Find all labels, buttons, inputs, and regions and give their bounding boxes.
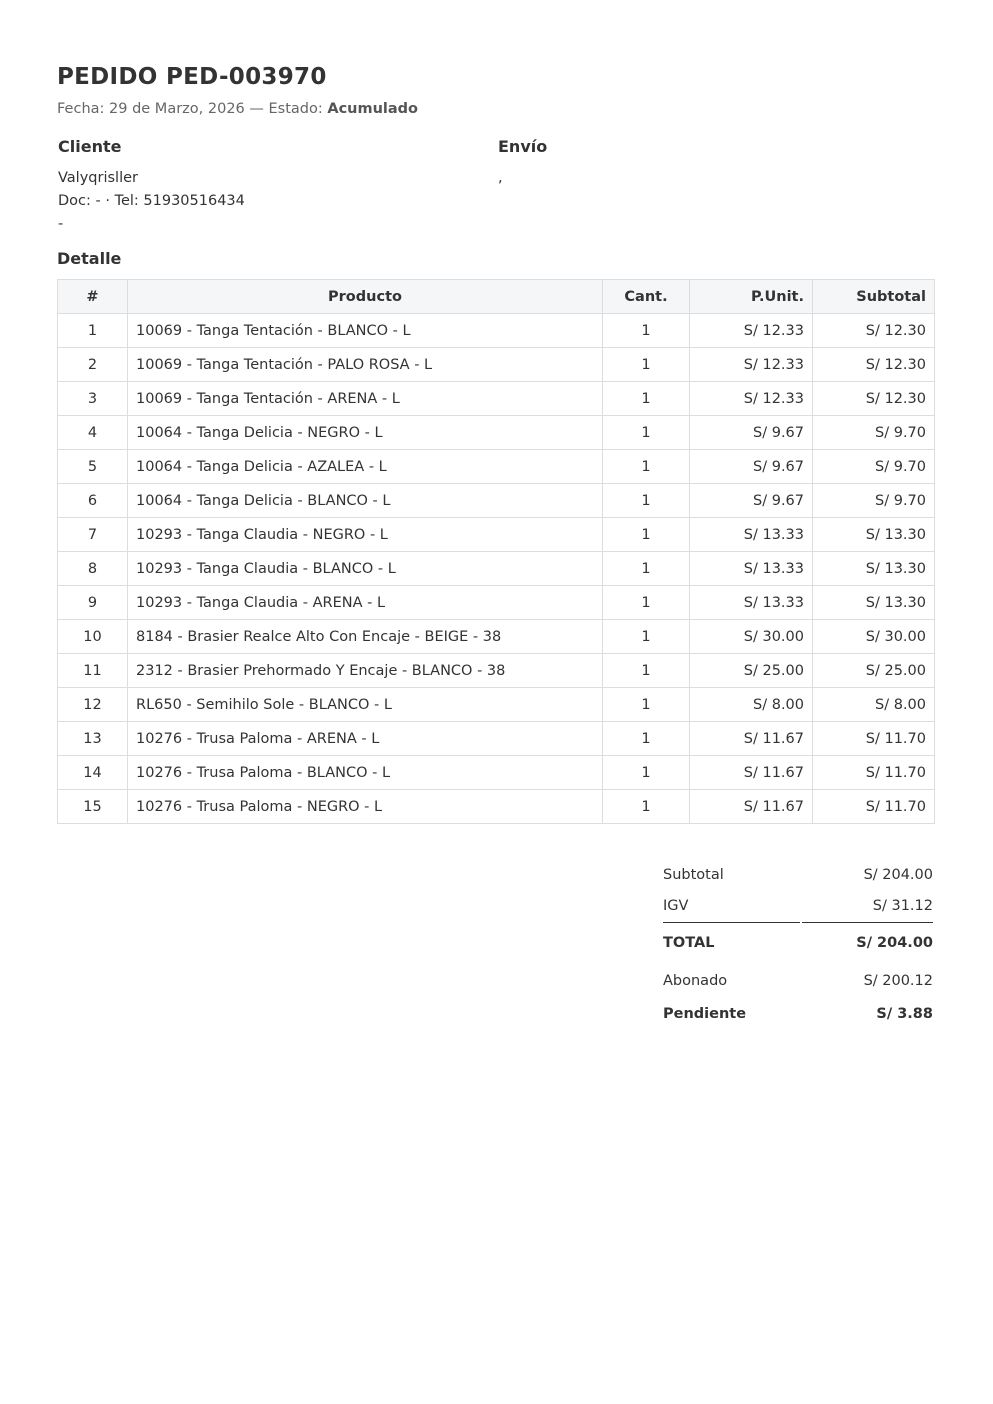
pending-row — [663, 999, 933, 1030]
cell-number: 6 — [58, 484, 128, 518]
cell-quantity: 1 — [603, 688, 690, 722]
cell-quantity: 1 — [603, 586, 690, 620]
total-label: TOTAL — [663, 935, 715, 951]
client-block — [58, 136, 478, 236]
detail-heading: Detalle — [57, 249, 122, 268]
cell-quantity: 1 — [603, 484, 690, 518]
cell-quantity: 1 — [603, 348, 690, 382]
paid-value: S/ 200.12 — [863, 973, 933, 989]
cell-number: 2 — [58, 348, 128, 382]
subtotal-label: Subtotal — [663, 867, 724, 883]
cell-number: 9 — [58, 586, 128, 620]
cell-product: 10069 - Tanga Tentación - BLANCO - L — [128, 314, 603, 348]
table-row — [58, 688, 935, 722]
cell-number: 4 — [58, 416, 128, 450]
cell-product: RL650 - Semihilo Sole - BLANCO - L — [128, 688, 603, 722]
cell-subtotal: S/ 11.70 — [813, 756, 935, 790]
table-row — [58, 552, 935, 586]
cell-unit-price: S/ 13.33 — [690, 552, 813, 586]
cell-unit-price: S/ 9.67 — [690, 416, 813, 450]
cell-quantity: 1 — [603, 450, 690, 484]
order-date: Fecha: 29 de Marzo, 2026 — Estado: — [57, 101, 328, 117]
table-row — [58, 518, 935, 552]
table-row — [58, 756, 935, 790]
igv-label: IGV — [663, 891, 800, 923]
col-header-product: Producto — [128, 280, 603, 314]
cell-number: 12 — [58, 688, 128, 722]
cell-unit-price: S/ 12.33 — [690, 382, 813, 416]
client-heading: Cliente — [58, 137, 122, 156]
cell-unit-price: S/ 9.67 — [690, 484, 813, 518]
shipping-address: , — [498, 170, 503, 186]
subtotal-value: S/ 204.00 — [863, 867, 933, 883]
cell-product: 10069 - Tanga Tentación - ARENA - L — [128, 382, 603, 416]
cell-quantity: 1 — [603, 314, 690, 348]
col-header-subtotal: Subtotal — [813, 280, 935, 314]
cell-product: 10276 - Trusa Paloma - BLANCO - L — [128, 756, 603, 790]
cell-unit-price: S/ 13.33 — [690, 586, 813, 620]
table-row — [58, 314, 935, 348]
col-header-number: # — [58, 280, 128, 314]
cell-subtotal: S/ 9.70 — [813, 450, 935, 484]
igv-value: S/ 31.12 — [802, 891, 933, 923]
cell-product: 2312 - Brasier Prehormado Y Encaje - BLANCO - 38 — [128, 654, 603, 688]
cell-subtotal: S/ 25.00 — [813, 654, 935, 688]
cell-unit-price: S/ 11.67 — [690, 722, 813, 756]
cell-quantity: 1 — [603, 552, 690, 586]
pending-label: Pendiente — [663, 1006, 747, 1022]
cell-subtotal: S/ 13.30 — [813, 552, 935, 586]
cell-number: 3 — [58, 382, 128, 416]
cell-product: 10293 - Tanga Claudia - BLANCO - L — [128, 552, 603, 586]
cell-quantity: 1 — [603, 382, 690, 416]
cell-number: 15 — [58, 790, 128, 824]
table-row — [58, 416, 935, 450]
cell-subtotal: S/ 11.70 — [813, 790, 935, 824]
cell-product: 10276 - Trusa Paloma - NEGRO - L — [128, 790, 603, 824]
total-value: S/ 204.00 — [856, 935, 933, 951]
cell-unit-price: S/ 11.67 — [690, 790, 813, 824]
table-row — [58, 722, 935, 756]
cell-subtotal: S/ 12.30 — [813, 382, 935, 416]
cell-quantity: 1 — [603, 790, 690, 824]
table-row — [58, 484, 935, 518]
pending-value: S/ 3.88 — [876, 1006, 933, 1022]
paid-label: Abonado — [663, 973, 728, 989]
shipping-block — [498, 136, 918, 190]
items-table-body — [58, 314, 935, 824]
cell-number: 13 — [58, 722, 128, 756]
cell-subtotal: S/ 13.30 — [813, 518, 935, 552]
table-row — [58, 654, 935, 688]
cell-unit-price: S/ 9.67 — [690, 450, 813, 484]
order-meta — [57, 99, 935, 119]
cell-quantity: 1 — [603, 518, 690, 552]
cell-subtotal: S/ 9.70 — [813, 416, 935, 450]
table-row — [58, 790, 935, 824]
cell-number: 5 — [58, 450, 128, 484]
cell-number: 11 — [58, 654, 128, 688]
client-contact: Doc: - · Tel: 51930516434 — [58, 193, 245, 209]
igv-row — [663, 891, 933, 922]
subtotal-row — [663, 860, 933, 891]
cell-unit-price: S/ 13.33 — [690, 518, 813, 552]
cell-number: 14 — [58, 756, 128, 790]
cell-number: 8 — [58, 552, 128, 586]
cell-product: 10276 - Trusa Paloma - ARENA - L — [128, 722, 603, 756]
table-row — [58, 620, 935, 654]
cell-product: 10293 - Tanga Claudia - NEGRO - L — [128, 518, 603, 552]
cell-subtotal: S/ 9.70 — [813, 484, 935, 518]
page-title: PEDIDO PED-003970 — [57, 64, 327, 90]
cell-unit-price: S/ 11.67 — [690, 756, 813, 790]
cell-product: 10064 - Tanga Delicia - AZALEA - L — [128, 450, 603, 484]
order-status: Acumulado — [327, 101, 419, 117]
cell-subtotal: S/ 13.30 — [813, 586, 935, 620]
cell-subtotal: S/ 8.00 — [813, 688, 935, 722]
cell-quantity: 1 — [603, 620, 690, 654]
cell-quantity: 1 — [603, 722, 690, 756]
col-header-unit-price: P.Unit. — [690, 280, 813, 314]
cell-number: 7 — [58, 518, 128, 552]
table-header-row — [58, 280, 935, 314]
items-table — [57, 279, 935, 824]
table-row — [58, 348, 935, 382]
cell-subtotal: S/ 30.00 — [813, 620, 935, 654]
cell-product: 10064 - Tanga Delicia - BLANCO - L — [128, 484, 603, 518]
cell-number: 10 — [58, 620, 128, 654]
cell-unit-price: S/ 12.33 — [690, 348, 813, 382]
table-row — [58, 382, 935, 416]
cell-unit-price: S/ 12.33 — [690, 314, 813, 348]
cell-product: 10069 - Tanga Tentación - PALO ROSA - L — [128, 348, 603, 382]
cell-quantity: 1 — [603, 416, 690, 450]
total-row — [663, 928, 933, 959]
cell-unit-price: S/ 25.00 — [690, 654, 813, 688]
paid-row — [663, 966, 933, 997]
client-extra: - — [58, 216, 64, 232]
cell-subtotal: S/ 12.30 — [813, 348, 935, 382]
cell-product: 10293 - Tanga Claudia - ARENA - L — [128, 586, 603, 620]
order-document — [57, 62, 935, 1022]
cell-product: 10064 - Tanga Delicia - NEGRO - L — [128, 416, 603, 450]
cell-unit-price: S/ 30.00 — [690, 620, 813, 654]
cell-quantity: 1 — [603, 756, 690, 790]
shipping-heading: Envío — [498, 137, 548, 156]
table-row — [58, 450, 935, 484]
cell-quantity: 1 — [603, 654, 690, 688]
col-header-quantity: Cant. — [603, 280, 690, 314]
cell-product: 8184 - Brasier Realce Alto Con Encaje - BEIGE - 38 — [128, 620, 603, 654]
cell-number: 1 — [58, 314, 128, 348]
cell-subtotal: S/ 11.70 — [813, 722, 935, 756]
table-row — [58, 586, 935, 620]
client-name: Valyqrisller — [58, 170, 138, 186]
cell-unit-price: S/ 8.00 — [690, 688, 813, 722]
cell-subtotal: S/ 12.30 — [813, 314, 935, 348]
totals-block — [663, 860, 933, 1030]
parties-section — [57, 136, 935, 248]
